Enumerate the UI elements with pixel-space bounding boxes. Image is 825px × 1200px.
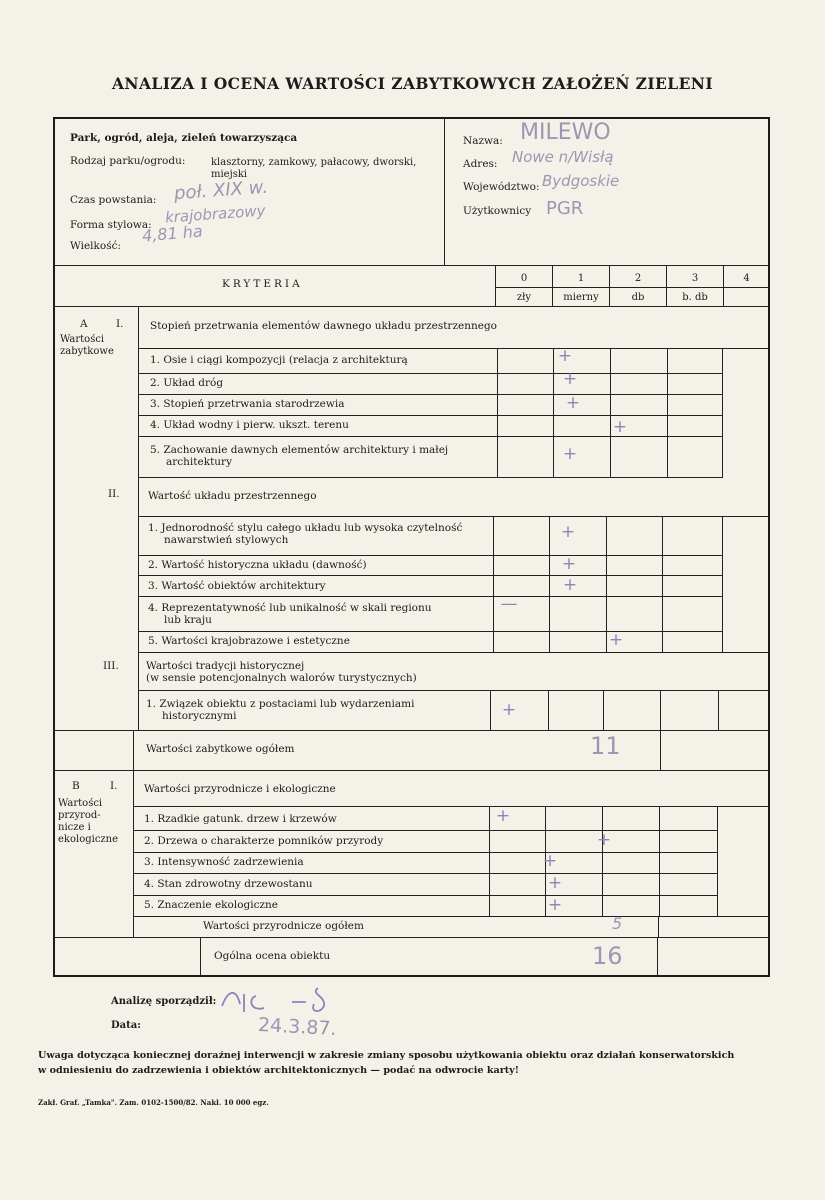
criterion-a3-1-cont: historycznymi bbox=[162, 710, 237, 722]
criteria-label: KRYTERIA bbox=[222, 278, 303, 290]
scale-number-2: 2 bbox=[634, 273, 642, 284]
check-mark: + bbox=[562, 575, 578, 595]
criterion-b1-2: 2. Drzewa o charakterze pomników przyrody bbox=[144, 835, 384, 847]
page-title: ANALIZA I OCENA WARTOŚCI ZABYTKOWYCH ZAŁOŻEŃ ZIELENI bbox=[111, 74, 713, 93]
check-mark: + bbox=[542, 851, 558, 871]
criterion-a1-2: 2. Układ dróg bbox=[150, 377, 224, 389]
group-1-title: Stopień przetrwania elementów dawnego układu przestrzennego bbox=[150, 320, 497, 332]
uzytkownicy-label: Użytkownicy bbox=[463, 205, 532, 217]
criterion-a3-1: 1. Związek obiektu z postaciami lub wydarzeniami bbox=[146, 698, 415, 710]
section-b-name-4: ekologiczne bbox=[58, 834, 119, 845]
note-line-2: w odniesieniu do zadrzewienia i obiektów architektonicznych — podać na odwrocie karty! bbox=[38, 1065, 519, 1076]
analiza-label: Analizę sporządził: bbox=[111, 996, 217, 1007]
criterion-a2-5: 5. Wartości krajobrazowe i estetyczne bbox=[148, 635, 350, 647]
group-3-title: Wartości tradycji historycznej bbox=[146, 660, 305, 672]
section-a-name-2: zabytkowe bbox=[60, 346, 114, 357]
park-label: Park, ogród, aleja, zieleń towarzysząca bbox=[70, 132, 298, 144]
section-a-name-1: Wartości bbox=[60, 334, 105, 345]
scale-number-3: 3 bbox=[691, 273, 699, 284]
section-b-roman-1: I. bbox=[110, 780, 118, 792]
scale-number-0: 0 bbox=[520, 273, 528, 284]
check-mark: + bbox=[596, 830, 612, 850]
criterion-a1-5: 5. Zachowanie dawnych elementów architektury i małej bbox=[150, 444, 449, 456]
scale-word-bdb: b. db bbox=[682, 292, 708, 303]
section-b-name-1: Wartości bbox=[58, 798, 103, 809]
czas-value: poł. XIX w. bbox=[173, 176, 269, 205]
czas-label: Czas powstania: bbox=[70, 194, 157, 206]
section-b-letter: B bbox=[72, 780, 80, 792]
section-b-name-3: nicze i bbox=[58, 822, 91, 833]
forma-value: krajobrazowy bbox=[164, 201, 266, 227]
group-2-title: Wartość układu przestrzennego bbox=[148, 490, 317, 502]
criterion-a1-5-cont: architektury bbox=[166, 456, 233, 468]
overall-label: Ogólna ocena obiektu bbox=[214, 950, 331, 962]
wojewodztwo-label: Województwo: bbox=[463, 181, 540, 193]
minus-mark: — bbox=[500, 594, 518, 614]
criterion-b1-1: 1. Rzadkie gatunk. drzew i krzewów bbox=[144, 813, 337, 825]
group-3-subtitle: (w sensie potencjonalnych walorów turystycznych) bbox=[146, 672, 417, 684]
criterion-b1-4: 4. Stan zdrowotny drzewostanu bbox=[144, 878, 313, 890]
rodzaj-label: Rodzaj parku/ogrodu: bbox=[70, 155, 186, 167]
check-mark: + bbox=[560, 522, 576, 542]
section-a-roman-3: III. bbox=[103, 660, 119, 672]
adres-value: Nowe n/Wisłą bbox=[512, 148, 614, 166]
nazwa-label: Nazwa: bbox=[463, 135, 503, 147]
uzytkownicy-value: PGR bbox=[546, 198, 584, 219]
total-a-value: 11 bbox=[590, 732, 621, 760]
section-b-name-2: przyrod- bbox=[58, 810, 101, 821]
check-mark: + bbox=[565, 393, 581, 413]
wojewodztwo-value: Bydgoskie bbox=[542, 172, 620, 190]
wielkosc-value: 4,81 ha bbox=[141, 221, 204, 246]
print-info: Zakł. Graf. „Tamka". Zam. 0102-1500/82. Nakl. 10 000 egz. bbox=[38, 1098, 269, 1107]
scale-number-1: 1 bbox=[577, 273, 585, 284]
criterion-a2-2: 2. Wartość historyczna układu (dawność) bbox=[148, 559, 367, 571]
criterion-b1-3: 3. Intensywność zadrzewienia bbox=[144, 856, 304, 868]
criterion-a2-1-cont: nawarstwień stylowych bbox=[164, 534, 289, 546]
scale-number-4: 4 bbox=[743, 273, 750, 284]
section-a-roman-1: I. bbox=[116, 318, 124, 330]
wielkosc-label: Wielkość: bbox=[70, 240, 122, 252]
note-line-1: Uwaga dotycząca koniecznej doraźnej interwencji w zakresie zmiany sposobu użytkowania obiektu oraz działań konserwatorskich bbox=[38, 1050, 735, 1061]
criterion-a2-4: 4. Reprezentatywność lub unikalność w skali regionu bbox=[148, 602, 432, 614]
check-mark: + bbox=[612, 417, 628, 437]
check-mark: + bbox=[561, 554, 577, 574]
criterion-a2-1: 1. Jednorodność stylu całego układu lub wysoka czytelność bbox=[148, 522, 463, 534]
criterion-a2-3: 3. Wartość obiektów architektury bbox=[148, 580, 326, 592]
data-label: Data: bbox=[111, 1020, 141, 1031]
check-mark: + bbox=[547, 873, 563, 893]
scale-word-mierny: mierny bbox=[563, 292, 599, 303]
forma-label: Forma stylowa: bbox=[70, 219, 152, 231]
criterion-a2-4-cont: lub kraju bbox=[164, 614, 212, 626]
check-mark: + bbox=[608, 630, 624, 650]
overall-value: 16 bbox=[592, 942, 623, 970]
rodzaj-options-2: miejski bbox=[211, 169, 248, 180]
criterion-b1-5: 5. Znaczenie ekologiczne bbox=[144, 899, 279, 911]
total-a-label: Wartości zabytkowe ogółem bbox=[146, 743, 295, 755]
scale-word-zly: zły bbox=[516, 292, 532, 303]
check-mark: + bbox=[495, 806, 511, 826]
check-mark: + bbox=[547, 895, 563, 915]
check-mark: + bbox=[562, 369, 578, 389]
check-mark: + bbox=[557, 346, 573, 366]
data-value: 24.3.87. bbox=[257, 1013, 338, 1041]
rodzaj-options: klasztorny, zamkowy, pałacowy, dworski, bbox=[211, 157, 417, 168]
criterion-a1-1: 1. Osie i ciągi kompozycji (relacja z architekturą bbox=[150, 354, 408, 366]
check-mark: + bbox=[562, 444, 578, 464]
criterion-a1-3: 3. Stopień przetrwania starodrzewia bbox=[150, 398, 345, 410]
scale-word-db: db bbox=[631, 292, 645, 303]
section-a-letter: A bbox=[80, 318, 88, 330]
check-mark: + bbox=[501, 700, 517, 720]
total-b-label: Wartości przyrodnicze ogółem bbox=[203, 920, 364, 932]
section-a-roman-2: II. bbox=[108, 488, 120, 500]
nazwa-value: MILEWO bbox=[520, 120, 611, 145]
total-b-value: 5 bbox=[612, 914, 623, 933]
signature bbox=[214, 984, 354, 1018]
group-b1-title: Wartości przyrodnicze i ekologiczne bbox=[144, 783, 336, 795]
criterion-a1-4: 4. Układ wodny i pierw. ukszt. terenu bbox=[150, 419, 349, 431]
adres-label: Adres: bbox=[463, 158, 498, 170]
